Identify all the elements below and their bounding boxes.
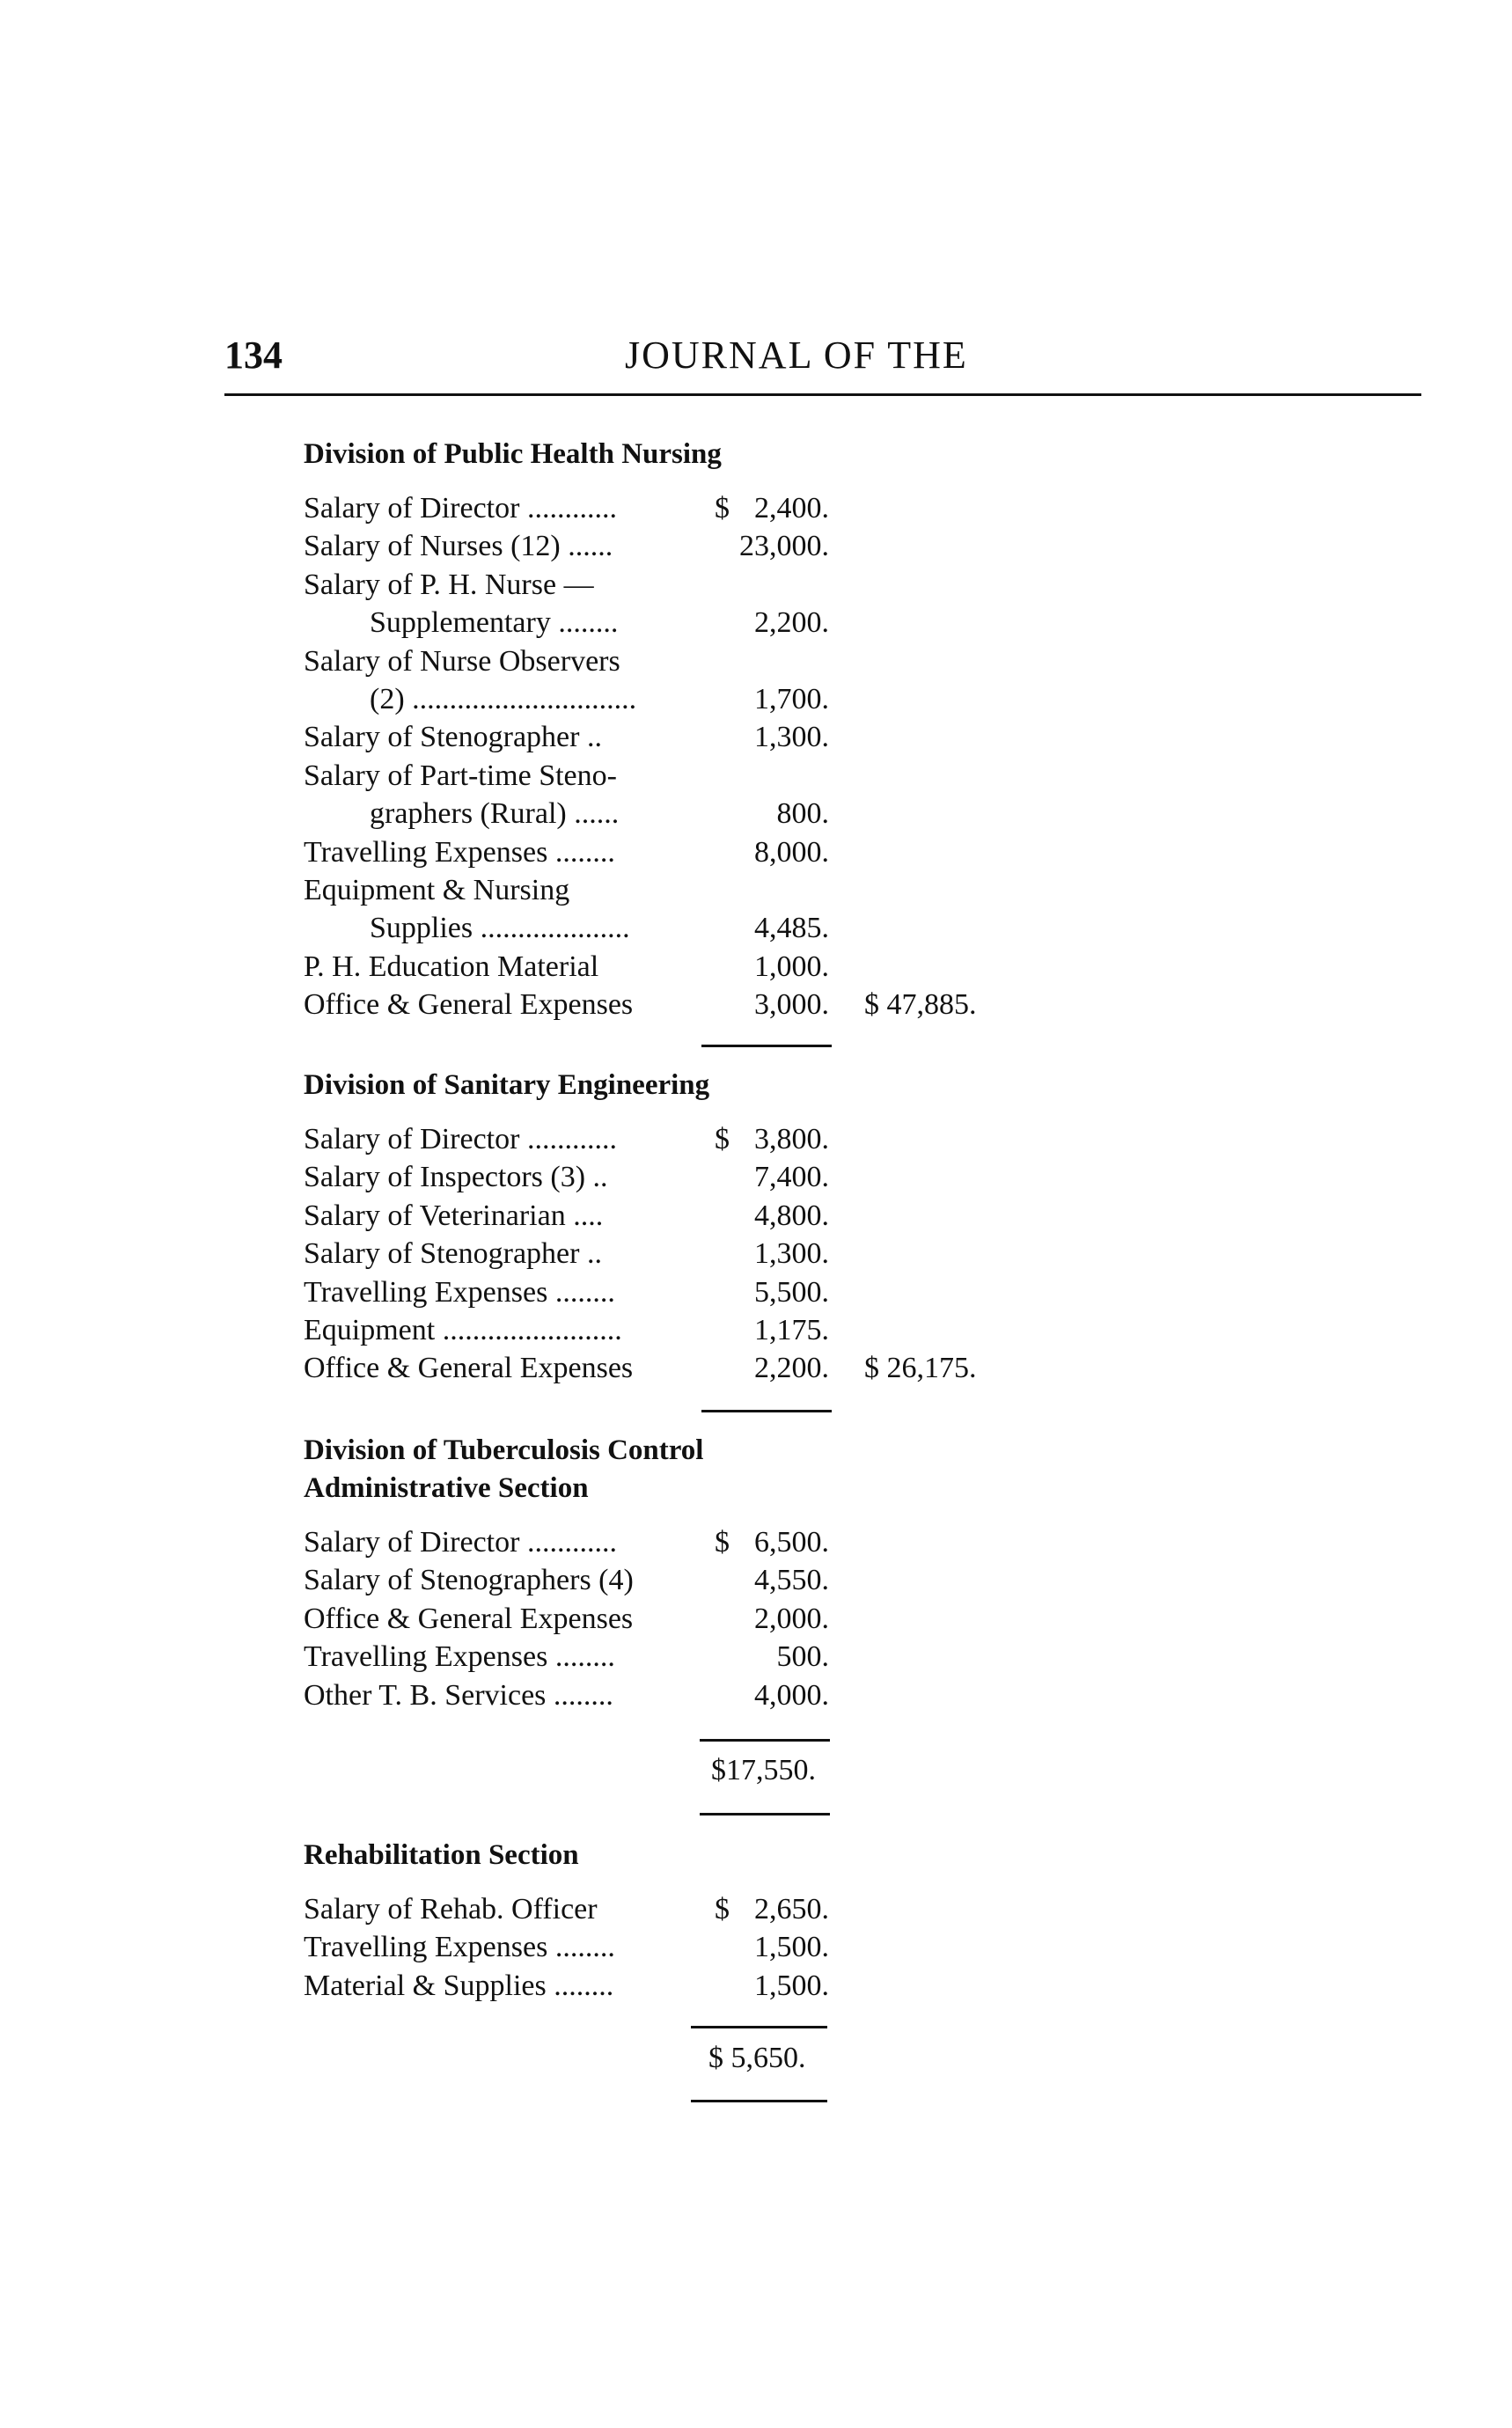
line-item-amount: 1,700. <box>754 682 829 715</box>
section-sanitary-engineering <box>304 1067 1184 1388</box>
section-rule <box>701 1045 832 1047</box>
line-item-amount: 2,400. <box>754 492 829 524</box>
line-item <box>304 642 1184 680</box>
subtotal-rule-top <box>691 2026 827 2028</box>
section-title: Division of Tuberculosis Control <box>304 1434 704 1466</box>
line-item <box>304 948 1184 986</box>
line-item <box>304 909 1184 947</box>
line-item <box>304 1158 1184 1196</box>
line-item-label: Travelling Expenses ........ <box>304 1931 615 1964</box>
line-item-amount: 2,200. <box>754 1352 829 1385</box>
line-item <box>304 757 1184 795</box>
line-item-amount: 3,000. <box>754 988 829 1022</box>
page-number: 134 <box>224 334 283 377</box>
line-item-label: Supplementary ........ <box>370 606 619 640</box>
line-item-label: Salary of Stenographers (4) <box>304 1564 634 1597</box>
dollar-sign: $ <box>715 492 730 524</box>
line-item-amount: 23,000. <box>739 530 829 563</box>
running-head: JOURNAL OF THE <box>625 334 968 377</box>
line-item-amount: 8,000. <box>754 835 829 869</box>
line-item-amount: 7,400. <box>754 1161 829 1194</box>
line-item-label: Salary of Rehab. Officer <box>304 1893 598 1926</box>
line-item <box>304 1967 1184 2005</box>
line-item-label: Travelling Expenses ........ <box>304 1640 615 1674</box>
line-item-amount: 3,800. <box>754 1123 829 1155</box>
line-item-amount: 4,800. <box>754 1199 829 1232</box>
line-item-label: Office & General Expenses <box>304 1352 634 1385</box>
line-item-amount: 1,500. <box>754 1969 829 2002</box>
line-item-label: Salary of Stenographer .. <box>304 1237 602 1271</box>
line-item-amount: 2,200. <box>754 606 829 640</box>
line-item <box>304 1273 1184 1311</box>
line-item-amount: 1,000. <box>754 950 829 983</box>
line-item-label: Supplies .................... <box>370 912 630 945</box>
line-item <box>304 1676 1184 1714</box>
dollar-sign: $ <box>715 1526 730 1559</box>
line-item-label: Salary of Director ............ <box>304 492 617 524</box>
line-item <box>304 795 1184 833</box>
line-item-amount: 4,550. <box>754 1564 829 1597</box>
line-item <box>304 566 1184 604</box>
line-item-label: Salary of Inspectors (3) .. <box>304 1161 608 1194</box>
line-item-label: Travelling Expenses ........ <box>304 1275 615 1309</box>
line-items <box>304 1890 1184 2005</box>
subtotal-rule-bottom <box>691 2100 827 2102</box>
line-item-amount: 2,650. <box>754 1893 829 1926</box>
section-title: Division of Public Health Nursing <box>304 438 722 470</box>
line-item <box>304 1120 1184 1158</box>
line-item-label: Equipment ........................ <box>304 1313 622 1346</box>
line-item <box>304 871 1184 909</box>
section-title: Rehabilitation Section <box>304 1839 579 1871</box>
line-item <box>304 1928 1184 1966</box>
line-item-amount: 5,500. <box>754 1275 829 1309</box>
subtotal-amount: $ 5,650. <box>708 2042 806 2074</box>
subtotal-rule-bottom <box>700 1813 830 1815</box>
line-item-amount: 4,000. <box>754 1678 829 1712</box>
section-title: Division of Sanitary Engineering <box>304 1069 710 1101</box>
line-item <box>304 1197 1184 1235</box>
line-item-label: Office & General Expenses <box>304 988 634 1022</box>
line-item-label: Salary of Director ............ <box>304 1526 617 1559</box>
line-item-label: Salary of Director ............ <box>304 1123 617 1155</box>
section-tuberculosis-control <box>304 1432 1184 1714</box>
division-total: $ 26,175. <box>864 1352 977 1385</box>
line-item <box>304 604 1184 642</box>
line-item <box>304 1311 1184 1349</box>
line-item <box>304 1523 1184 1561</box>
line-item-amount: 1,300. <box>754 721 829 754</box>
line-item <box>304 1600 1184 1638</box>
line-item <box>304 833 1184 871</box>
line-item-label: Other T. B. Services ........ <box>304 1678 613 1712</box>
section-rehabilitation <box>304 1837 1184 2005</box>
line-item-label: Material & Supplies ........ <box>304 1969 614 2002</box>
line-item-amount: 1,300. <box>754 1237 829 1271</box>
dollar-sign: $ <box>715 1123 730 1155</box>
page-header <box>224 333 1421 394</box>
line-item-amount: 1,500. <box>754 1931 829 1964</box>
line-item-label: Equipment & Nursing <box>304 873 570 906</box>
line-item-label: Salary of Veterinarian .... <box>304 1199 604 1232</box>
line-item-label: graphers (Rural) ...... <box>370 797 620 831</box>
section-public-health-nursing <box>304 436 1184 1023</box>
line-items <box>304 1523 1184 1714</box>
line-item-amount: 6,500. <box>754 1526 829 1559</box>
subtotal-amount: $17,550. <box>711 1754 816 1786</box>
dollar-sign: $ <box>715 1893 730 1926</box>
section-rule <box>701 1410 832 1412</box>
line-item <box>304 1235 1184 1273</box>
line-item-label: Salary of Stenographer .. <box>304 721 602 754</box>
line-item <box>304 1561 1184 1599</box>
line-item-amount: 1,175. <box>754 1313 829 1346</box>
line-item <box>304 1349 1184 1387</box>
line-item <box>304 680 1184 718</box>
line-item-label: Salary of Nurses (12) ...... <box>304 530 613 563</box>
division-total: $ 47,885. <box>864 988 977 1022</box>
line-item-label: Office & General Expenses <box>304 1602 634 1635</box>
line-item-label: P. H. Education Material <box>304 950 599 983</box>
line-item-amount: 4,485. <box>754 912 829 945</box>
line-items <box>304 1120 1184 1388</box>
line-items <box>304 489 1184 1023</box>
line-item-amount: 500. <box>776 1640 829 1674</box>
line-item-amount: 2,000. <box>754 1602 829 1635</box>
line-item-label: (2) .............................. <box>370 682 637 715</box>
line-item <box>304 1638 1184 1676</box>
line-item-label: Travelling Expenses ........ <box>304 835 615 869</box>
line-item-amount: 800. <box>776 797 829 831</box>
subtotal-rule-top <box>700 1739 830 1742</box>
line-item <box>304 718 1184 756</box>
line-item-label: Salary of Nurse Observers <box>304 644 620 678</box>
section-subtitle: Administrative Section <box>304 1472 589 1504</box>
line-item-label: Salary of Part-time Steno- <box>304 759 617 792</box>
line-item <box>304 1890 1184 1928</box>
line-item <box>304 527 1184 565</box>
line-item-label: Salary of P. H. Nurse — <box>304 568 594 601</box>
line-item <box>304 986 1184 1023</box>
line-item <box>304 489 1184 527</box>
header-rule <box>224 393 1421 396</box>
